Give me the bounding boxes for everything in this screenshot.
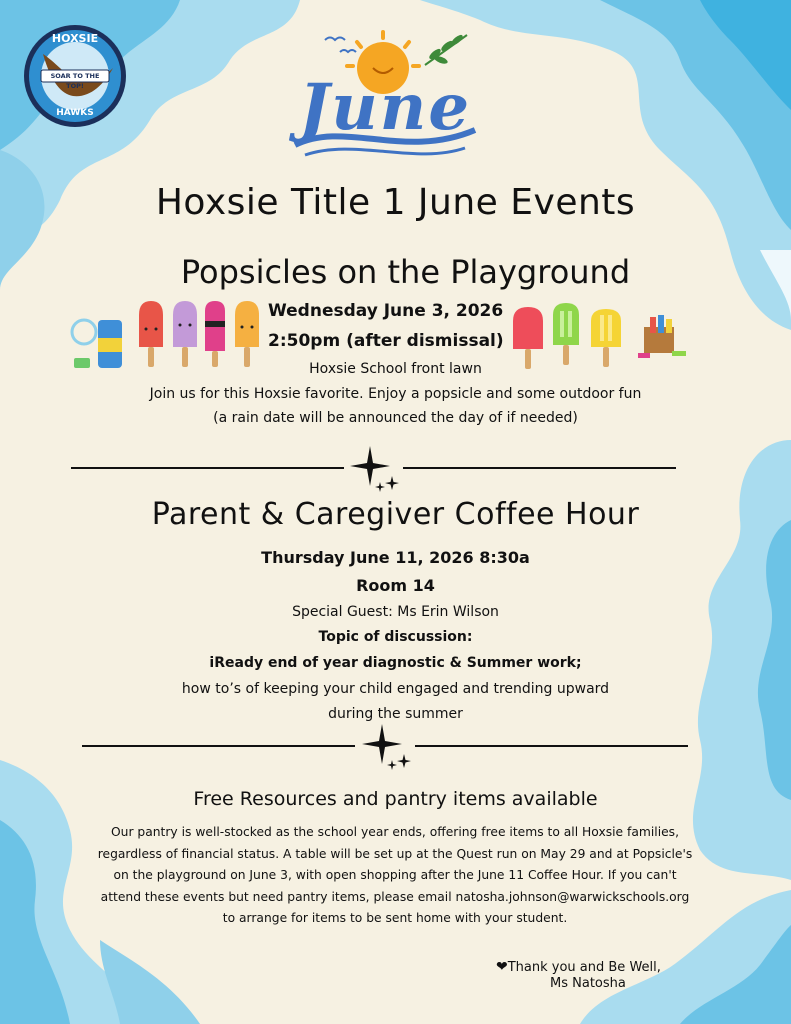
coffee-topic-label: Topic of discussion: <box>318 629 473 645</box>
closing-thanks-text: Thank you and Be Well, <box>507 960 661 975</box>
popsicles-description-line2: (a rain date will be announced the day of if needed) <box>213 410 578 426</box>
sparkle-icon <box>350 446 400 494</box>
popsicle-green-icon <box>550 303 582 365</box>
popsicles-heading: Popsicles on the Playground <box>180 253 631 291</box>
popsicle-purple-icon <box>170 301 200 367</box>
coffee-datetime: Thursday June 11, 2026 8:30a <box>261 548 530 567</box>
logo-top-text: HOXSIE <box>51 32 99 45</box>
coffee-guest: Special Guest: Ms Erin Wilson <box>292 604 499 620</box>
sparkle-icon <box>362 724 412 772</box>
divider-line-left <box>71 467 344 469</box>
resources-heading: Free Resources and pantry items available <box>193 788 598 810</box>
june-art <box>285 30 485 165</box>
popsicles-date: Wednesday June 3, 2026 <box>268 301 504 321</box>
coffee-topic: iReady end of year diagnostic & Summer work; <box>209 655 582 671</box>
popsicle-orange-icon <box>232 301 262 367</box>
page-title: Hoxsie Title 1 June Events <box>155 182 636 223</box>
popsicle-red-icon <box>136 301 166 367</box>
divider-line-left <box>82 745 355 747</box>
popsicles-time: 2:50pm (after dismissal) <box>268 331 504 351</box>
popsicle-pink-icon <box>203 301 227 367</box>
june-script-text: June <box>298 70 472 145</box>
closing-signature: Ms Natosha <box>550 976 626 991</box>
divider-line-right <box>403 467 676 469</box>
popsicle-yellow-icon <box>588 309 624 367</box>
leaf-branch-icon <box>425 33 467 65</box>
bird-icon <box>325 38 356 53</box>
popsicle-red-right-icon <box>510 307 546 369</box>
coffee-details-line1: how to’s of keeping your child engaged and trending upward <box>181 681 610 697</box>
closing-thanks <box>496 958 661 977</box>
resources-body: Our pantry is well-stocked as the school year ends, offering free items to all Hoxsie families, regardless of financial status. A table will be set up at the Quest run on May 29 and at Popsicle's on the playground on June 3, with open shopping after the June 11 Coffee Hour. If you can't attend these events but need pantry items, please email natosha.johnson@warwickschools.org to arrange for items to be sent home with your student. <box>97 825 693 925</box>
logo-banner-text: SOAR TO THE TOP! <box>50 72 100 90</box>
popsicles-description-line1: Join us for this Hoxsie favorite. Enjoy a popsicle and some outdoor fun <box>149 386 642 402</box>
coffee-details-line2: during the summer <box>328 706 463 722</box>
hoxsie-hawks-logo <box>23 24 127 128</box>
divider-line-right <box>415 745 688 747</box>
heart-icon: ❤ <box>496 959 508 975</box>
chalk-box-icon <box>636 313 688 361</box>
logo-bottom-text: HAWKS <box>56 108 94 118</box>
coffee-room: Room 14 <box>356 576 435 595</box>
coffee-heading: Parent & Caregiver Coffee Hour <box>151 497 640 532</box>
popsicles-location: Hoxsie School front lawn <box>309 361 482 377</box>
